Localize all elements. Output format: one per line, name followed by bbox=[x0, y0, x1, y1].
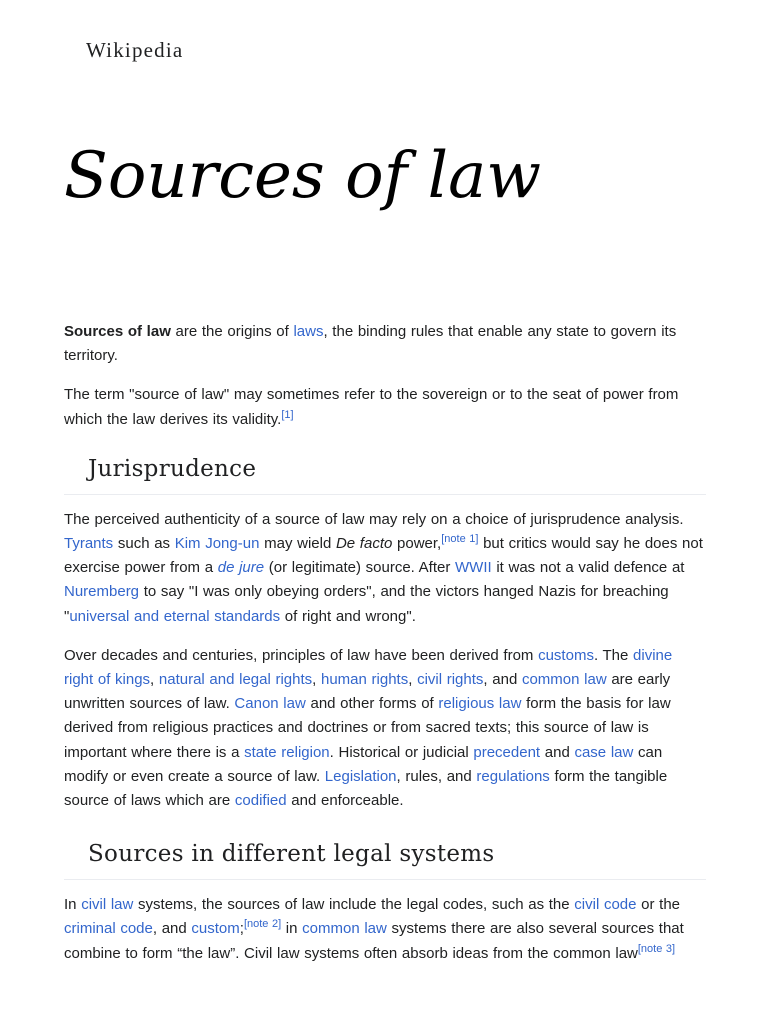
link-common-law[interactable]: common law bbox=[521, 671, 607, 689]
jurisprudence-paragraph-2: Over decades and centuries, principles of law have been derived from customs. The divine right of kings, natural and legal rights, human rights, civil rights, and common law are early unwritten sources of law. Canon law and other forms of religious law form the basis for law derived from religious practices and doctrines or from sacred texts; this source of law is important where there is a state religion. Historical or judicial precedent and case law can modify or even create a source of law. Legislation, rules, and regulations form the tangible source of laws which are codified and enforceable. bbox=[64, 646, 673, 810]
link-state-religion[interactable]: state religion bbox=[244, 743, 330, 761]
link-civil-law[interactable]: civil law bbox=[81, 896, 134, 914]
link-tyrants[interactable]: Tyrants bbox=[64, 535, 114, 553]
wikipedia-wordmark[interactable]: Wikipedia bbox=[86, 38, 184, 62]
link-case-law[interactable]: case law bbox=[574, 743, 634, 761]
link-precedent[interactable]: precedent bbox=[473, 743, 541, 761]
link-universal-standards[interactable]: universal and eternal standards bbox=[69, 607, 281, 625]
link-legislation[interactable]: Legislation bbox=[324, 767, 397, 785]
jurisprudence-paragraph-1: The perceived authenticity of a source of law may rely on a choice of jurisprudence analysis. Tyrants such as Kim Jong-un may wield De facto power,[note 1] but critics would say he does not exercise power from a de jure (or legitimate) source. After WWII it was not a valid defence at Nuremberg to say "I was only obeying orders", and the victors hanged Nazis for breaching "universal and eternal standards of right and wrong". bbox=[64, 510, 703, 625]
link-common-law-2[interactable]: common law bbox=[302, 920, 387, 938]
link-de-jure[interactable]: de jure bbox=[217, 559, 265, 577]
link-religious-law[interactable]: religious law bbox=[438, 695, 522, 713]
link-criminal-code[interactable]: criminal code bbox=[64, 920, 153, 938]
link-civil-code[interactable]: civil code bbox=[574, 896, 637, 914]
link-laws[interactable]: laws bbox=[293, 323, 324, 340]
link-wwii[interactable]: WWII bbox=[455, 559, 492, 577]
lead-paragraph-1: Sources of law are the origins of laws, the binding rules that enable any state to govern its territory. bbox=[64, 323, 677, 365]
link-civil-rights[interactable]: civil rights bbox=[417, 671, 484, 689]
link-customs[interactable]: customs bbox=[538, 646, 594, 664]
section-heading-legal-systems: Sources in different legal systems bbox=[64, 839, 706, 880]
article-body bbox=[64, 320, 706, 981]
link-natural-legal-rights[interactable]: natural and legal rights bbox=[158, 671, 313, 689]
link-divine-right[interactable]: divine right of kings bbox=[64, 646, 673, 689]
lead-paragraph-2: The term "source of law" may sometimes refer to the sovereign or to the seat of power from which the law derives its validity.[1] bbox=[64, 386, 679, 428]
note-3[interactable]: [note 3] bbox=[637, 942, 676, 955]
link-canon-law[interactable]: Canon law bbox=[234, 695, 306, 713]
link-nuremberg[interactable]: Nuremberg bbox=[64, 583, 140, 601]
page-title: Sources of law bbox=[64, 139, 542, 213]
link-regulations[interactable]: regulations bbox=[476, 767, 550, 785]
de-facto-text: De facto bbox=[335, 535, 393, 553]
note-1[interactable]: [note 1] bbox=[441, 533, 479, 546]
link-custom[interactable]: custom bbox=[191, 920, 240, 938]
link-human-rights[interactable]: human rights bbox=[321, 671, 409, 689]
link-codified[interactable]: codified bbox=[234, 792, 287, 810]
reference-1[interactable]: [1] bbox=[281, 408, 294, 421]
legal-systems-paragraph-1: In civil law systems, the sources of law include the legal codes, such as the civil code or the criminal code, and custom;[note 2] in common law systems there are also several sources that combine to form “the law”. Civil law systems often absorb ideas from the common law[note 3] bbox=[64, 896, 684, 962]
note-2[interactable]: [note 2] bbox=[243, 918, 282, 931]
section-heading-jurisprudence: Jurisprudence bbox=[64, 454, 706, 495]
link-kim-jong-un[interactable]: Kim Jong-un bbox=[174, 535, 260, 553]
bold-term: Sources of law bbox=[64, 323, 171, 340]
